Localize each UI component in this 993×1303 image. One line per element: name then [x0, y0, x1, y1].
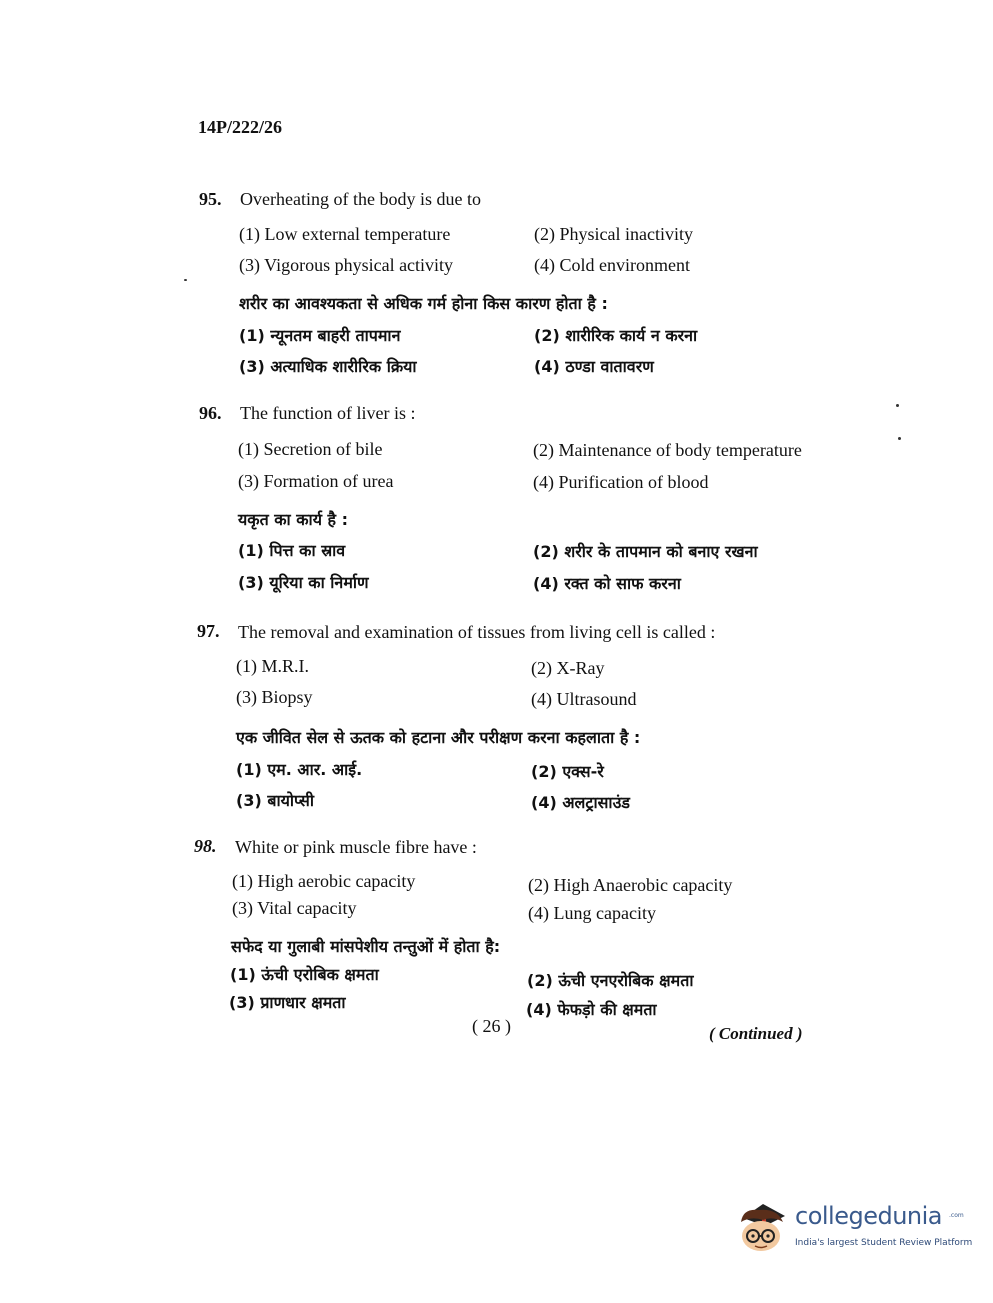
- question-number: 97.: [197, 621, 220, 641]
- option-2-hindi: (2) एक्स-रे: [531, 762, 604, 781]
- mascot-icon: [733, 1196, 795, 1260]
- question-text: Overheating of the body is due to: [240, 189, 481, 209]
- option-2: (2) X-Ray: [531, 658, 605, 678]
- option-3-hindi: (3) बायोप्सी: [236, 791, 315, 810]
- continued-label: ( Continued ): [709, 1024, 803, 1043]
- page-number: ( 26 ): [472, 1016, 511, 1036]
- option-3-hindi: (3) अत्याधिक शारीरिक क्रिया: [239, 357, 417, 376]
- question-number: 95.: [199, 189, 222, 209]
- option-1-hindi: (1) एम. आर. आई.: [236, 760, 363, 779]
- option-4: (4) Ultrasound: [531, 689, 637, 709]
- option-3: (3) Vital capacity: [232, 898, 357, 918]
- scan-speck: [184, 279, 187, 281]
- option-4-hindi: (4) अलट्रासाउंड: [531, 793, 630, 812]
- brand-tagline: India's largest Student Review Platform: [795, 1238, 973, 1248]
- option-4-hindi: (4) ठण्डा वातावरण: [534, 357, 654, 376]
- question-text-hindi: यकृत का कार्य है :: [238, 510, 349, 529]
- question-number: 96.: [199, 403, 222, 423]
- option-3: (3) Formation of urea: [238, 471, 394, 491]
- question-text-hindi: एक जीवित सेल से ऊतक को हटाना और परीक्षण करना कहलाता है :: [236, 728, 641, 747]
- option-2: (2) Physical inactivity: [534, 224, 693, 244]
- question-text: The function of liver is :: [240, 403, 416, 423]
- option-4: (4) Purification of blood: [533, 472, 709, 492]
- brand-domain: .com: [949, 1212, 964, 1219]
- option-2-hindi: (2) शारीरिक कार्य न करना: [534, 326, 698, 345]
- option-4-hindi: (4) फेफड़ो की क्षमता: [526, 1000, 657, 1019]
- option-1: (1) M.R.I.: [236, 656, 309, 676]
- question-number: 98.: [194, 836, 217, 856]
- question-text: The removal and examination of tissues from living cell is called :: [238, 622, 716, 642]
- option-3-hindi: (3) यूरिया का निर्माण: [238, 573, 369, 592]
- collegedunia-logo: [733, 1196, 973, 1266]
- option-3: (3) Vigorous physical activity: [239, 255, 454, 275]
- option-1-hindi: (1) पित्त का स्राव: [238, 541, 346, 560]
- option-2-hindi: (2) ऊंची एनएरोबिक क्षमता: [527, 971, 694, 990]
- option-3-hindi: (3) प्राणधार क्षमता: [229, 993, 346, 1012]
- option-1: (1) Secretion of bile: [238, 439, 383, 459]
- paper-code: 14P/222/26: [198, 117, 282, 137]
- option-1-hindi: (1) ऊंची एरोबिक क्षमता: [230, 965, 379, 984]
- scan-speck: [896, 404, 899, 407]
- option-1: (1) Low external temperature: [239, 224, 451, 244]
- option-1-hindi: (1) न्यूनतम बाहरी तापमान: [239, 326, 401, 345]
- option-4: (4) Lung capacity: [528, 903, 656, 923]
- option-4-hindi: (4) रक्त को साफ करना: [533, 574, 681, 593]
- option-2-hindi: (2) शरीर के तापमान को बनाए रखना: [533, 542, 758, 561]
- option-3: (3) Biopsy: [236, 687, 313, 707]
- question-text-hindi: सफेद या गुलाबी मांसपेशीय तन्तुओं में होता है:: [231, 937, 501, 956]
- option-2: (2) High Anaerobic capacity: [528, 875, 733, 895]
- brand-name: collegedunia: [795, 1202, 943, 1230]
- option-2: (2) Maintenance of body temperature: [533, 440, 802, 460]
- option-4: (4) Cold environment: [534, 255, 690, 275]
- scan-speck: [898, 437, 901, 440]
- question-text-hindi: शरीर का आवश्यकता से अधिक गर्म होना किस कारण होता है :: [239, 294, 608, 313]
- option-1: (1) High aerobic capacity: [232, 871, 416, 891]
- question-text: White or pink muscle fibre have :: [235, 837, 477, 857]
